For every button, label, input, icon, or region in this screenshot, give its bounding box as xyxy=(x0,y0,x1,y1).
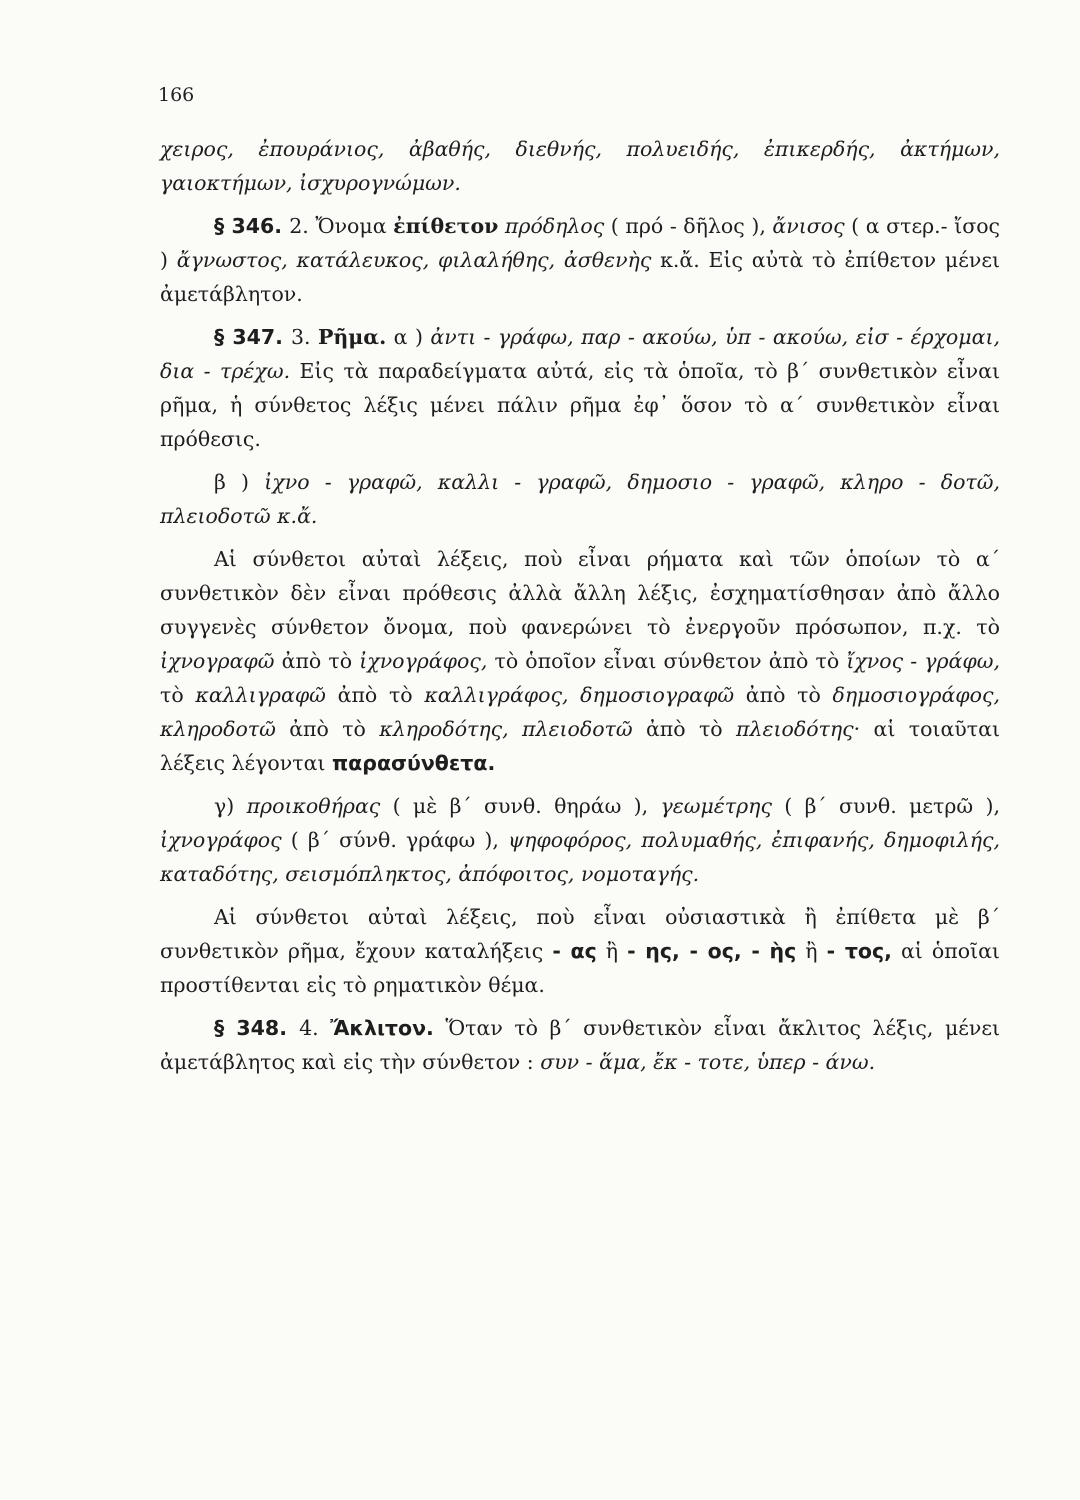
text-run: κληροδότης, πλειοδοτῶ xyxy=(379,717,633,741)
text-run: ἀπὸ τὸ xyxy=(275,717,380,741)
text-run: καλλιγραφῶ xyxy=(195,683,326,707)
text-run: παρασύνθετα. xyxy=(331,751,496,775)
page-body xyxy=(160,132,1000,1088)
text-run: ἢ xyxy=(596,939,628,963)
text-run: τὸ ὁποῖον εἶναι σύνθετον ἀπὸ τὸ xyxy=(487,649,847,673)
text-run: τὸ xyxy=(160,683,196,707)
text-run: ψηφοφόρος, πολυμαθής, ἐπιφανής, δημοφιλής, καταδότης, σεισμόπληκτος, ἀπόφοιτος, νομοταγής. xyxy=(160,828,1000,886)
paragraph-verb-examples-b xyxy=(160,465,1000,533)
text-run: ἀντι - γράφω, παρ - ακούω, ὑπ - ακούω, εἰσ - έρχομαι, δια - τρέχω. xyxy=(160,325,1000,383)
text-run: ( β΄ συνθ. μετρῶ ), xyxy=(771,794,1000,818)
text-run: γ) xyxy=(214,794,247,818)
text-run: 4. xyxy=(299,1016,331,1040)
text-run: ἄνισος xyxy=(772,214,845,238)
paragraph-parasyntheta xyxy=(160,542,1000,780)
text-run: Ρῆμα. xyxy=(317,325,387,349)
text-run: γεωμέτρης xyxy=(660,794,772,818)
text-run: Αἱ σύνθετοι αὐταὶ λέξεις, ποὺ εἶναι ρήματα καὶ τῶν ὁποίων τὸ α΄ συνθετικὸν δὲν εἶναι πρόθεσις ἀλλὰ ἄλλη λέξις, ἐσχηματίσθησαν ἀπὸ ἄλλο συγγενὲς σύνθετον ὄνομα, ποὺ φανερώνει τὸ ἐνεργοῦν πρόσωπον, π.χ. τὸ xyxy=(160,547,1000,639)
text-run: συν - ἅμα, ἔκ - τοτε, ὑπερ - άνω. xyxy=(540,1050,876,1074)
text-run: ( β΄ σύνθ. γράφω ), xyxy=(281,828,508,852)
text-run: ( πρό - δῆλος ), xyxy=(604,214,773,238)
text-run: ἢ xyxy=(796,939,827,963)
text-run: αἱ ὁποῖαι προστίθενται εἰς τὸ ρηματικὸν θέμα. xyxy=(160,939,1000,997)
text-run: α ) xyxy=(386,325,431,349)
page-number: 166 xyxy=(158,84,195,106)
paragraph-adjective-examples xyxy=(160,132,1000,200)
text-run: ἴχνος - γράφω, xyxy=(846,649,1000,673)
text-run: αἱ τοιαῦται λέξεις λέγονται xyxy=(160,717,1000,775)
text-run: ἰχνογραφῶ xyxy=(160,649,275,673)
text-run: 2. xyxy=(289,214,316,238)
paragraph-section-348 xyxy=(160,1011,1000,1079)
text-run: 3. xyxy=(290,325,318,349)
paragraph-section-346 xyxy=(160,209,1000,311)
text-run: ἰχνο - γραφῶ, καλλι - γραφῶ, δημοσιο - γραφῶ, κληρο - δοτῶ, πλειοδοτῶ xyxy=(160,470,1000,528)
paragraph-section-347 xyxy=(160,320,1000,456)
text-run: § 348. xyxy=(214,1016,300,1040)
text-run: β ) xyxy=(214,470,265,494)
text-run: πλειοδότης· xyxy=(736,717,861,741)
text-run: § 347. xyxy=(214,325,291,349)
text-run: ἰχνογράφος, xyxy=(359,649,488,673)
text-run: - ης, - ος, - ὴς xyxy=(627,939,797,963)
text-run: ἀπὸ τὸ xyxy=(632,717,736,741)
text-run: Ἄκλιτον. xyxy=(330,1016,434,1040)
text-run: - ας xyxy=(552,939,597,963)
text-run: ἀπὸ τὸ xyxy=(734,683,833,707)
text-run: προικοθήρας xyxy=(246,794,381,818)
text-run: ἀπὸ τὸ xyxy=(274,649,360,673)
text-run: ἐπίθετον xyxy=(393,214,499,238)
paragraph-examples-c xyxy=(160,789,1000,891)
text-run: Ὄνομα xyxy=(315,214,394,238)
text-run: ἰχνογράφος xyxy=(160,828,282,852)
paragraph-endings xyxy=(160,900,1000,1002)
text-run: ( μὲ β΄ συνθ. θηράω ), xyxy=(380,794,661,818)
text-run: δημοσιογράφος, κληροδοτῶ xyxy=(160,683,1000,741)
text-run: § 346. xyxy=(214,214,290,238)
text-run: κ.ἄ. Εἰς αὐτὰ τὸ ἐπίθετον μένει ἀμετάβλητον. xyxy=(160,248,1000,306)
text-run: ἄγνωστος, κατάλευκος, φιλαλήθης, ἀσθενὴς xyxy=(176,248,652,272)
text-run: καλλιγράφος, δημοσιογραφῶ xyxy=(424,683,735,707)
text-run: ( α στερ.- ἴσος ) xyxy=(160,214,1001,272)
text-run: Αἱ σύνθετοι αὐταὶ λέξεις, ποὺ εἶναι οὐσιαστικὰ ἢ ἐπίθετα μὲ β΄ συνθετικὸν ρῆμα, ἔχουν καταλήξεις xyxy=(160,905,1000,963)
text-run: χειρος, ἐπουράνιος, ἀβαθής, διεθνής, πολυειδής, ἐπικερδής, ἀκτήμων, γαιοκτήμων, ἰσχυρογνώμων. xyxy=(160,137,1000,195)
text-run: ἀπὸ τὸ xyxy=(325,683,425,707)
text-run: - τος, xyxy=(826,939,892,963)
text-run: Εἰς τὰ παραδείγματα αὐτά, εἰς τὰ ὁποῖα, τὸ β΄ συνθετικὸν εἶναι ρῆμα, ἡ σύνθετος λέξις μένει πάλιν ρῆμα ἐφ᾽ ὅσον τὸ α΄ συνθετικὸν εἶναι πρόθεσις. xyxy=(160,359,1000,451)
text-run: Ὅταν τὸ β΄ συνθετικὸν εἶναι ἄκλιτος λέξις, μένει ἀμετάβλητος καὶ εἰς τὴν σύνθετον : xyxy=(160,1016,1001,1074)
text-run: πρόδηλος xyxy=(498,214,605,238)
text-run: κ.ἄ. xyxy=(270,504,318,528)
